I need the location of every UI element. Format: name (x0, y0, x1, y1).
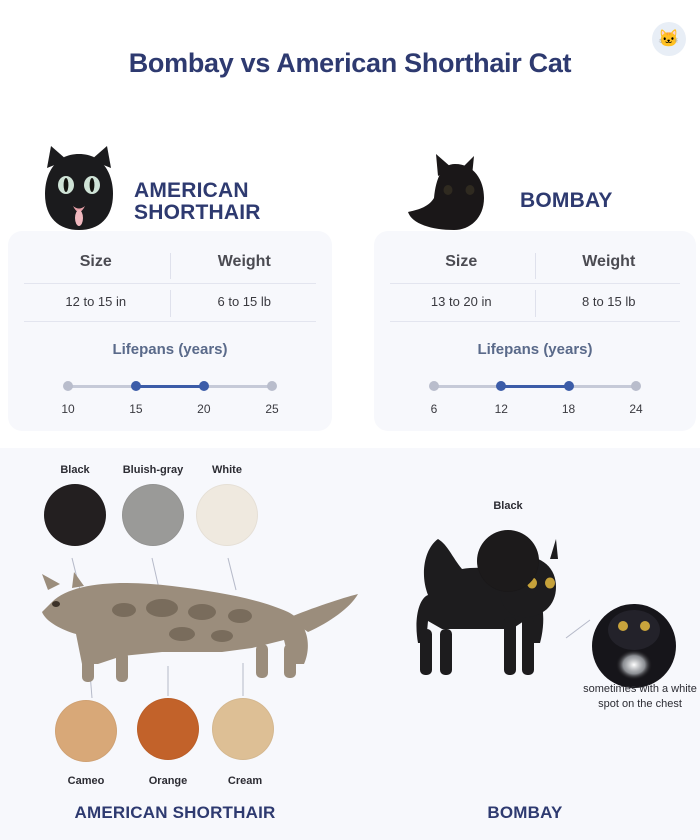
page-title: Bombay vs American Shorthair Cat (128, 48, 572, 78)
slider-dot-3[interactable] (564, 381, 574, 391)
slider-dot-1[interactable] (429, 381, 439, 391)
row-divider-bottom (390, 321, 680, 322)
weight-value: 8 to 15 lb (582, 294, 636, 309)
color-label-bluish-gray: Bluish-gray (122, 464, 184, 476)
color-swatch-bluish-gray (122, 484, 184, 546)
breed-title-bombay: BOMBAY (520, 189, 613, 212)
slider-dot-4[interactable] (631, 381, 641, 391)
american-shorthair-body-photo (12, 560, 362, 690)
color-label-black-bombay: Black (493, 500, 523, 512)
bottom-breed-bombay: BOMBAY (487, 803, 563, 822)
stats-header-row (388, 247, 682, 283)
breed-title-american-shorthair (134, 180, 324, 225)
slider-tick-4: 24 (629, 402, 643, 416)
color-swatch-orange (137, 698, 199, 760)
slider-track-fill (501, 385, 568, 388)
stats-value-row (388, 284, 682, 321)
row-divider-bottom (24, 321, 316, 322)
stats-table-bombay (388, 247, 682, 322)
stats-panel-american-shorthair (8, 231, 332, 431)
slider-tick-2: 15 (129, 402, 143, 416)
color-label-cameo: Cameo (67, 775, 105, 787)
lifespan-slider-american-shorthair[interactable] (61, 378, 279, 416)
bombay-head-photo (402, 150, 502, 232)
slider-dot-2[interactable] (131, 381, 141, 391)
slider-track-fill (136, 385, 204, 388)
breed-title-line1: AMERICAN (134, 179, 249, 202)
color-swatch-cameo (55, 700, 117, 762)
color-label-orange: Orange (148, 775, 188, 787)
slider-tick-4: 25 (265, 402, 279, 416)
lifespan-slider-bombay[interactable] (430, 378, 643, 416)
breed-title-line2: SHORTHAIR (134, 201, 261, 225)
cat-logo-icon: 🐱 (652, 22, 686, 56)
slider-tick-1: 6 (430, 402, 438, 416)
slider-dot-3[interactable] (199, 381, 209, 391)
stats-table-american-shorthair (22, 247, 318, 322)
color-swatch-black-american (44, 484, 106, 546)
color-swatch-cream (212, 698, 274, 760)
size-header: Size (445, 253, 478, 270)
weight-header: Weight (217, 253, 271, 270)
slider-tick-1: 10 (61, 402, 75, 416)
color-label-cream: Cream (227, 775, 263, 787)
white-chest-spot-photo (592, 604, 676, 688)
color-swatch-white (196, 484, 258, 546)
slider-tick-3: 18 (561, 402, 576, 416)
color-label-black-american: Black (60, 464, 90, 476)
bottom-breed-american-shorthair: AMERICAN SHORTHAIR (74, 803, 276, 822)
lifespan-label: Lifepans (years) (477, 341, 593, 358)
weight-header: Weight (582, 253, 636, 270)
color-label-white: White (212, 464, 242, 476)
size-value: 12 to 15 in (65, 294, 127, 309)
slider-dot-2[interactable] (496, 381, 506, 391)
american-shorthair-head-photo (33, 140, 125, 232)
slider-tick-2: 12 (494, 402, 508, 416)
stats-panel-bombay (374, 231, 696, 431)
color-swatch-black-bombay (477, 530, 539, 592)
stats-header-row (22, 247, 318, 283)
lifespan-label: Lifepans (years) (112, 341, 228, 358)
slider-dot-4[interactable] (267, 381, 277, 391)
slider-tick-3: 20 (197, 402, 211, 416)
size-header: Size (79, 253, 112, 270)
white-chest-spot-note: sometimes with a white spot on the chest (583, 683, 697, 710)
weight-value: 6 to 15 lb (217, 294, 271, 309)
slider-dot-1[interactable] (63, 381, 73, 391)
stats-value-row (22, 284, 318, 321)
size-value: 13 to 20 in (430, 294, 492, 309)
